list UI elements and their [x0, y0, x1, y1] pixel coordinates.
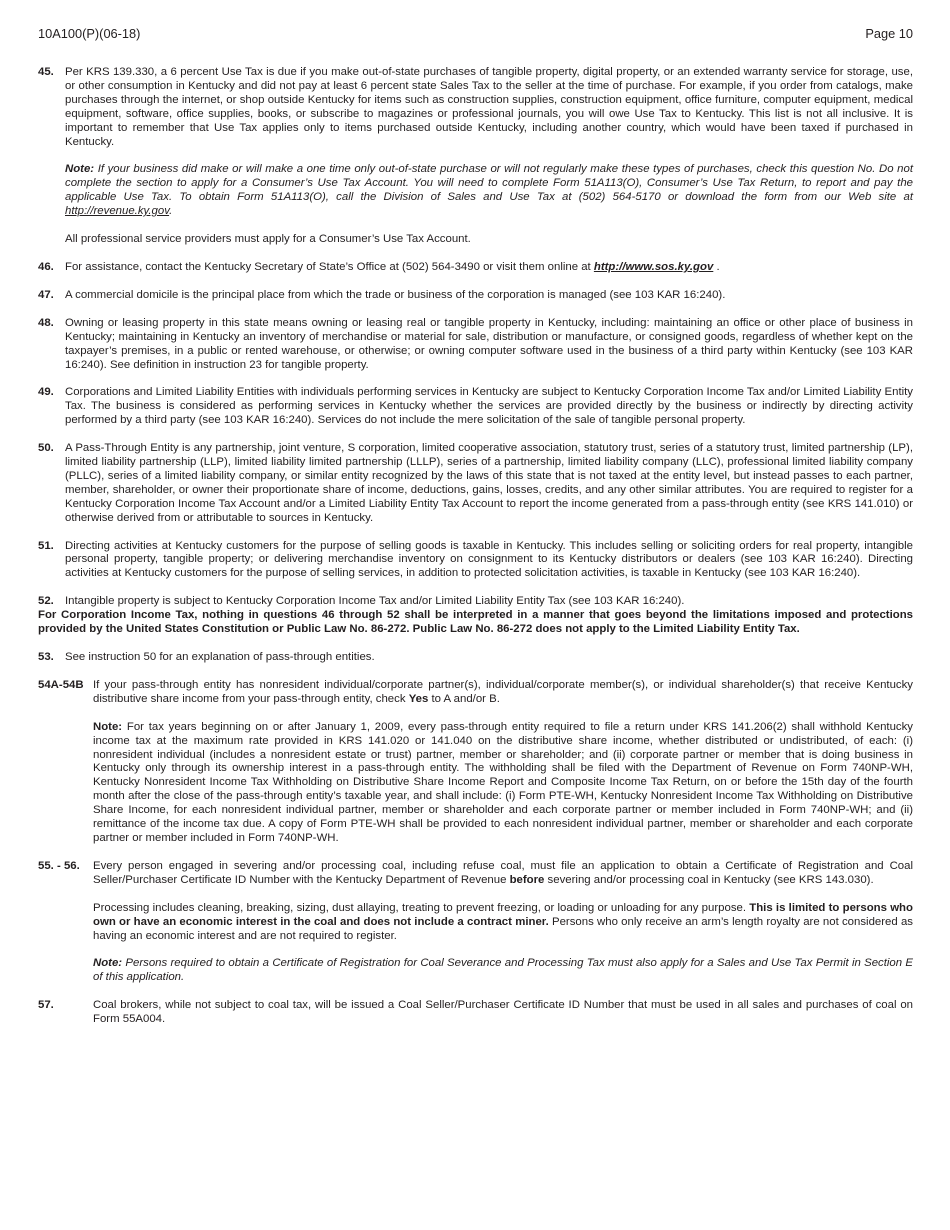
use-tax-paragraph: Per KRS 139.330, a 6 percent Use Tax is due if you make out-of-state purchases of tangible property, digital property, or an extended warranty service for storage, use, or other consumption in Kentucky and did not pay at least 6 percent state Sales Tax to the seller at the time of purchase. For example, if you order from catalogs, make purchases through the internet, or shop outside Kentucky for items such as construction supplies, construction equipment, office furniture, computer equipment, medical equipment, software, office supplies, books, or subscribe to magazines or professional journals, you will owe Use Tax to Kentucky. This list is not all inclusive. It is important to remember that Use Tax applies only to items purchased outside Kentucky, including another country, which would have been taxed if purchased in Kentucky. — [65, 66, 913, 148]
item-text: Intangible property is subject to Kentucky Corporation Income Tax and/or Limited Liability Entity Tax (see 103 KAR 16:240). — [65, 595, 685, 608]
item-text-end: to A and/or B. — [428, 692, 500, 705]
item-body — [65, 289, 913, 303]
item-text-end: . — [713, 260, 720, 273]
item-text — [93, 679, 913, 707]
form-id: 10A100(P)(06-18) — [38, 26, 141, 41]
instruction-54a-54b — [38, 679, 913, 846]
note-label: Note: — [93, 957, 123, 970]
text-start: Processing includes cleaning, breaking, sizing, dust allaying, treating to prevent freezing, or loading or unloading for any purpose. — [93, 901, 750, 914]
item-body — [65, 442, 913, 525]
instruction-45 — [38, 66, 913, 247]
sos-link[interactable]: http://www.sos.ky.gov — [593, 260, 714, 273]
note-text: If your business did make or will make a one time only out-of-state purchase or will not regularly make these types of purchases, check this question No. Do not complete the section to apply for a Consumer’s Use Tax Account. You will need to complete Form 51A113(O), Consumer’s Use Tax Return, to report and pay the applicable Use Tax. To obtain Form 51A113(O), call the Division of Sales and Use Tax at (502) 564-5170 or download the form from our Web site at — [65, 163, 913, 204]
item-text: A Pass-Through Entity is any partnership, joint venture, S corporation, limited cooperative association, statutory trust, series of a statutory trust, limited partnership (LP), limited liability partnership (LLP), limited liability limited partnership (LLLP), series of a partnership, limited liability company (LLC), professional limited liability company (PLLC), series of a limited liability company, or similar entity recognized by the laws of this state that is not taxed at the entity level, but instead passes to each partner, member, shareholder, or owner their proportionate share of income, deductions, gains, losses, credits, and any other similar attributes. You are required to register for a Kentucky Corporation Income Tax Account and/or a Limited Liability Entity Tax Account to report the income generated from a pass-through entity (see KRS 141.010) or otherwise derived from or attributable to sources in Kentucky. — [65, 442, 913, 524]
item-text: Owning or leasing property in this state means owning or leasing real or tangible property in Kentucky, including: maintaining an office or other place of business in Kentucky; maintaining in Kentucky an inventory of merchandise or material for sale, distribution or manufacture, or consigned goods, regardless of whether kept on the taxpayer’s premises, in a public or rented warehouse, or otherwise; or owning computer software used in the business of a third party within Kentucky (see 103 KAR 16:240). See definition in instruction 23 for tangible property. — [65, 316, 913, 371]
item-text-start: If your pass-through entity has nonresident individual/corporate partner(s), individual/corporate member(s), or individual shareholder(s) that receive Kentucky distributive share income from your pass-through entity, check — [93, 678, 913, 705]
instruction-53 — [38, 651, 913, 665]
instruction-50 — [38, 442, 913, 525]
item-text: Corporations and Limited Liability Entities with individuals performing services in Kentucky are subject to Kentucky Corporation Income Tax and/or Limited Liability Entity Tax. The business is considered as performing services in Kentucky whether the services are provided directly by the business or indirectly by directing activity performed by a third party (see 103 KAR 16:240). Services do not include the mere solicitation of the sale of tangible personal property. — [65, 386, 913, 427]
text-end: Persons who only receive an arm’s length royalty are not considered as having an economic interest and are not required to register. — [93, 915, 913, 942]
item-number: 52. — [38, 595, 54, 608]
revenue-link[interactable]: http://revenue.ky.gov — [65, 205, 170, 218]
item-number: 53. — [38, 651, 54, 663]
item-text-start: For assistance, contact the Kentucky Secretary of State’s Office at (502) 564-3490 or visit them online at — [65, 260, 594, 273]
item-body — [65, 540, 913, 582]
note-end: . — [169, 205, 173, 218]
instruction-46 — [38, 261, 913, 275]
text-end: severing and/or processing coal in Kentucky (see KRS 143.030). — [544, 873, 874, 886]
text-start: Every person engaged in severing and/or processing coal, including refuse coal, must file an application to obtain a Certificate of Registration and Coal Seller/Purchaser Certificate ID Number with the Kentucky Department of Revenue — [93, 859, 913, 886]
note-text: For tax years beginning on or after January 1, 2009, every pass-through entity required to file a return under KRS 141.206(2) shall withhold Kentucky income tax at the maximum rate provided in KRS 141.020 or 141.040 on the distributive share income, whether distributed or undistributed, of each: (i) nonresident individual (includes a nonresident estate or trust) partner, member or shareholder; and (ii) corporate partner or member that is doing business in Kentucky only through its ownership interest in a pass-through entity. The withholding shall be filed with the Department of Revenue on Form 740NP-WH, Kentucky Nonresident Income Tax Withholding on Distributive Share Income Report and Composite Income Tax Return, on or before the 15th day of the fourth month after the close of the pass-through entity’s taxable year, and shall include: (i) Form PTE-WH, Kentucky Nonresident Income Tax Withholding on Distributive Share Income, for each nonresident individual partner, member or shareholder and each corporate partner or member included in Form 740NP-WH; and (ii) remittance of the income tax due. A copy of Form PTE-WH shall be provided to each nonresident individual partner, member or shareholder and each corporate partner or member included in Form 740NP-WH. — [93, 720, 913, 844]
processing-paragraph — [93, 902, 913, 944]
contract-miner-emphasis: This is limited to persons who own or have an economic interest in the coal and does not include a contract miner. — [93, 901, 913, 928]
note-text: Persons required to obtain a Certificate of Registration for Coal Severance and Processing Tax must also apply for a Sales and Use Tax Permit in Section E of this application. — [93, 957, 913, 984]
instructions-content — [38, 66, 913, 1027]
use-tax-note — [65, 163, 913, 219]
item-number: 57. — [38, 999, 54, 1012]
item-body — [93, 860, 913, 985]
page-number: Page 10 — [865, 26, 913, 41]
item-number: 54A-54B — [38, 678, 84, 691]
note-label: Note: — [93, 720, 123, 733]
professional-providers-paragraph: All professional service providers must apply for a Consumer’s Use Tax Account. — [65, 233, 471, 246]
item-number: 47. — [38, 288, 54, 301]
instruction-57 — [38, 999, 913, 1027]
item-number: 46. — [38, 260, 54, 273]
instruction-49 — [38, 386, 913, 428]
coal-registration-paragraph — [93, 860, 913, 888]
instruction-48 — [38, 317, 913, 373]
before-emphasis: before — [509, 873, 545, 886]
item-text: A commercial domicile is the principal place from which the trade or business of the corporation is managed (see 103 KAR 16:240). — [65, 288, 726, 301]
instruction-51 — [38, 540, 913, 582]
item-body — [93, 999, 913, 1027]
item-number: 45. — [38, 66, 54, 78]
instruction-47 — [38, 289, 913, 303]
withholding-note — [93, 721, 913, 846]
instruction-52 — [38, 595, 913, 609]
item-body — [65, 317, 913, 373]
item-number: 55. - 56. — [38, 859, 80, 872]
item-text: Coal brokers, while not subject to coal tax, will be issued a Coal Seller/Purchaser Certificate ID Number that must be used in all sales and purchases of coal on Form 55A004. — [93, 999, 913, 1026]
item-number: 48. — [38, 316, 54, 329]
item-body — [65, 651, 913, 665]
instruction-55-56 — [38, 860, 913, 985]
yes-emphasis: Yes — [408, 692, 429, 705]
item-text: See instruction 50 for an explanation of pass-through entities. — [65, 651, 375, 663]
corporation-income-tax-note: For Corporation Income Tax, nothing in questions 46 through 52 shall be interpreted in a manner that goes beyond the limitations imposed and protections provided by the United States Constitution or Public Law No. 86-272. Public Law No. 86-272 does not apply to the Limited Liability Entity Tax. — [38, 609, 913, 636]
item-number: 51. — [38, 539, 54, 552]
item-body — [65, 595, 913, 609]
item-body — [65, 261, 913, 275]
item-number: 49. — [38, 386, 54, 399]
item-body — [65, 66, 913, 247]
note-label: Note: — [65, 163, 95, 176]
item-body — [93, 679, 913, 846]
item-text: Directing activities at Kentucky customers for the purpose of selling goods is taxable in Kentucky. This includes selling or soliciting orders for real property, intangible personal property, tangible property; or delivering merchandise inventory on consignment to its Kentucky distributors or dealers (see 103 KAR 16:240). Directing activities at Kentucky customers for the purpose of selling services, in addition to protected solicitation activities, is taxable in Kentucky (see 103 KAR 16:240). — [65, 539, 913, 580]
item-number: 50. — [38, 442, 54, 455]
coal-note — [93, 957, 913, 985]
item-body — [65, 386, 913, 428]
item-text — [65, 261, 913, 275]
